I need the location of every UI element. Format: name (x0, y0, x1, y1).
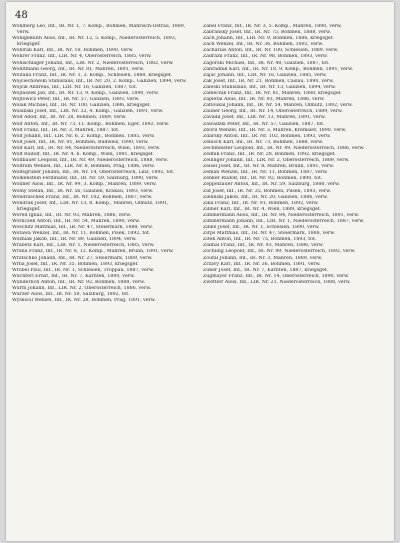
list-entry: Zapletal Alois, Inf., IR. Nr. 93, Mähren, 1886, verw. (203, 97, 325, 103)
list-entry: Zagorski Michael, Inf., IR. Nr. 40, Galizien, 1887, tot. (203, 60, 330, 66)
list-entry: Wolf Johann, Inf., LIR. Nr. 6, 2. Komp., Böhmen, 1885, verw. (12, 133, 155, 139)
list-entry: Zirps Matthias, Inf., IR. Nr. 47, Steiermark, 1888, verw. (203, 231, 336, 237)
list-entry: Zillner Karl, Inf., IR. Nr. 4, Wien, 1889, kriegsgef. (203, 206, 321, 212)
list-entry: Worell Ignaz, Inf., IR. Nr. 93, Mähren, 1886, verw. (12, 212, 132, 218)
list-entry: Zbořil Wenzel, Inf., IR. Nr. 3, Mähren, Kremsier, 1890, verw. (203, 127, 347, 133)
list-entry: Zawadzki Peter, Inf., IR. Nr. 57, Galizien, 1887, tot. (203, 121, 325, 127)
list-entry: Zechmeister Leopold, Inf., IR. Nr. 49, Niederösterreich, 1886, verw. (203, 145, 365, 151)
list-entry: Woschitz Matthias, Inf., IR. Nr. 47, Steiermark, 1888, verw. (12, 225, 153, 231)
list-entry: Wolkenstein Ferdinand, Inf., IR. Nr. 59, Salzburg, 1890, verw. (12, 176, 159, 182)
list-entry: Wolf Franz, Inf., IR. Nr. 3, Mähren, 1887, tot. (12, 127, 120, 133)
list-entry: Wollner Alois, Inf., IR. Nr. 99, 3. Komp., Mähren, 1889, verw. (12, 182, 157, 188)
list-entry: Zimmermann Alois, Inf., IR. Nr. 84, Niederösterreich, 1891, verw. (203, 212, 360, 218)
list-entry: Zuber Josef, Inf., IR. Nr. 7, Kärnten, 1887, kriegsgef. (203, 267, 328, 273)
list-entry: Zajac Johann, Inf., LIR. Nr. 16, Galizien, 1885, verw. (203, 72, 327, 78)
list-entry: Wolf Adolf, Inf., IR. Nr. 28, Böhmen, 1889, verw. (12, 115, 127, 121)
list-entry: Zinke Josef, Inf., IR. Nr. 1, Schlesien, 1890, verw. (203, 225, 320, 231)
list-entry: Zugmayer Franz, Inf., IR. Nr. 14, Oberösterreich, 1890, verw. (203, 273, 350, 279)
list-entry: Zlamal Franz, Inf., IR. Nr. 93, Mähren, 1886, verw. (203, 243, 324, 249)
right-column (203, 24, 384, 286)
list-entry: Zak Josef, Inf., IR. Nr. 21, Böhmen, Časlau, 1890, verw. (203, 78, 334, 84)
list-entry: Wondrak Josef, Inf., LIR. Nr. 13, 8. Komp., Mähren, Olmütz, 1891, kriegsgef. (12, 200, 169, 212)
list-entry: Worliczek Anton, Inf., IR. Nr. 54, Mähren, 1890, verw. (12, 219, 141, 224)
list-entry: Zatloukal Johann, Inf., IR. Nr. 54, Mähren, Olmütz, 1892, verw. (203, 103, 353, 109)
list-entry: Zabransky Josef, Inf., IR. Nr. 75, Böhmen, 1888, verw. (203, 30, 331, 36)
list-entry: Zebisch Karl, Inf., IR. Nr. 73, Böhmen, 1888, verw. (203, 139, 324, 145)
list-entry: Wohlgemuth Alois, Inf., IR. Nr. 12, 5. Komp., Niederösterreich, 1893, kriegsgef. (12, 36, 177, 48)
list-entry: Wohlschläger Johann, Inf., LIR. Nr. 2, Niederösterreich, 1882, verw. (12, 60, 174, 66)
list-entry: Zimmermann Johann, Inf., LIR. Nr. 1, Niederösterreich, 1887, verw. (203, 219, 365, 224)
list-entry: Zadrazil Franz, Inf., IR. Nr. 98, Böhmen, 1893, verw. (203, 54, 328, 60)
list-entry: Wozniak Jakob, Inf., IR. Nr. 89, Galizien, 1894, verw. (12, 237, 137, 243)
list-entry: Wohlrab Karl, Inf., IR. Nr. 10, Böhmen, 1890, verw. (12, 48, 134, 54)
list-entry: Wurzer Alois, Inf., IR. Nr. 59, Salzburg, 1892, tot. (12, 292, 130, 298)
list-entry: Zielinski Jakob, Inf., IR. Nr. 20, Galizien, 1886, verw. (203, 194, 328, 200)
list-entry: Wohlberg Leo, Inf., IR. Nr. 1, 7. Komp., Böhmen, Mährisch-Ostrau, 1889, verw. (12, 24, 186, 36)
list-entry: Wojtaszek Jan, Inf., IR. Nr. 13, 9. Komp., Galizien, 1890, verw. (12, 91, 160, 97)
list-entry: Zitek Anton, Inf., IR. Nr. 75, Böhmen, 1893, tot. (203, 237, 317, 243)
list-entry: Wolf Karl, Inf., IR. Nr. 84, Niederösterreich, Wien, 1893, verw. (12, 145, 161, 151)
list-entry: Wuchterl Ernst, Inf., IR. Nr. 7, Kärnten, 1890, verw. (12, 273, 135, 279)
list-entry: Zamecnik Franz, Inf., IR. Nr. 81, Mähren, 1888, kriegsgef. (203, 91, 342, 97)
list-entry: Zauner Georg, Inf., IR. Nr. 14, Oberösterreich, 1889, verw. (203, 109, 343, 115)
list-entry: Zeppelzauer Anton, Inf., IR. Nr. 59, Salzburg, 1888, verw. (203, 182, 340, 188)
page-number: 48 (15, 10, 28, 21)
list-entry: Zach Wenzel, Inf., IR. Nr. 36, Böhmen, 1892, verw. (203, 42, 324, 48)
list-entry: Zabel Franz, Inf., IR. Nr. 3, 5. Komp., Mähren, 1890, verw. (203, 24, 342, 29)
list-entry: Wolf Anton, Inf., IR. Nr. 73, 11. Komp., Böhmen, Eger, 1892, verw. (12, 121, 170, 127)
list-entry: Zdarsky Anton, Inf., IR. Nr. 102, Böhmen, 1893, verw. (203, 133, 331, 139)
list-entry: Wotawa Wenzel, Inf., IR. Nr. 11, Böhmen, Pisek, 1892, tot. (12, 231, 151, 237)
list-entry: Wolfram Wenzel, Inf., LIR. Nr. 8, Böhmen, Prag, 1886, verw. (12, 164, 155, 170)
list-entry: Wolf Rudolf, Inf., IR. Nr. 4, 6. Komp., Wien, 1891, kriegsgef. (12, 151, 155, 157)
list-entry: Wrabetz Karl, Inf., LIR. Nr. 1, Niederösterreich, 1885, verw. (12, 243, 155, 249)
list-entry: Wolfbauer Leopold, Inf., IR. Nr. 49, Niederösterreich, 1888, verw. (12, 158, 169, 164)
list-entry: Wolfsgruber Johann, Inf., IR. Nr. 14, Oberösterreich, Linz, 1892, tot. (12, 170, 175, 176)
list-entry: Wunderlich Anton, Inf., IR. Nr. 92, Böhmen, 1888, verw. (12, 279, 145, 285)
list-entry: Woitalla Franz, Inf., IR. Nr. 1, 3. Komp., Schlesien, 1888, kriegsgef. (12, 72, 172, 78)
list-entry: Zrzavy Karl, Inf., IR. Nr. 36, Böhmen, 1891, verw. (203, 261, 321, 267)
list-entry: Zika Franz, Inf., IR. Nr. 91, Böhmen, 1892, verw. (203, 200, 319, 206)
list-entry: Wrana Franz, Inf., IR. Nr. 8, 12. Komp., Mähren, Brünn, 1891, verw. (12, 249, 174, 255)
list-entry: Zid Josef, Inf., IR. Nr. 35, Böhmen, Pilsen, 1893, verw. (203, 188, 332, 194)
list-entry: Zednik Franz, Inf., IR. Nr. 28, Böhmen, 1892, kriegsgef. (203, 151, 336, 157)
list-entry: Zwettler Alois, Inf., LIR. Nr. 21, Niederösterreich, 1888, verw. (203, 279, 351, 285)
list-entry: Wolny Stefan, Inf., IR. Nr. 56, Galizien, Krakau, 1893, verw. (12, 188, 154, 194)
list-entry: Wojciechowski Stanislaus, Inf., IR. Nr. 20, 2. Komp., Galizien, 1894, verw. (12, 78, 187, 84)
list-entry: Wyskocil Wenzel, Inf., IR. Nr. 28, Böhmen, Prag, 1891, verw. (12, 298, 156, 304)
list-entry: Zeman Wenzel, Inf., IR. Nr. 11, Böhmen, 1887, verw. (203, 170, 328, 176)
list-entry: Zenker Rudolf, Inf., IR. Nr. 92, Böhmen, 1890, tot. (203, 176, 323, 182)
list-entry: Wojcik Andreas, Inf., LIR. Nr. 16, Galizien, 1887, tot. (12, 84, 138, 90)
list-entry: Wratschko Johann, Inf., IR. Nr. 27, Steiermark, 1889, verw. (12, 255, 153, 261)
list-entry: Wurm Johann, Inf., LIR. Nr. 2, Oberösterreich, 1886, verw. (12, 286, 152, 292)
list-entry: Zach Johann, Inf., LIR. Nr. 9, Böhmen, 1886, kriegsgef. (203, 36, 334, 42)
left-column (12, 24, 193, 304)
list-entry: Wolf Josef, Inf., IR. Nr. 91, Böhmen, Budweis, 1890, verw. (12, 139, 149, 145)
list-entry: Wrobel Paul, Inf., IR. Nr. 1, Schlesien, Troppau, 1887, verw. (12, 267, 155, 273)
list-entry: Wolanski Josef, Inf., LIR. Nr. 32, 4. Komp., Galizien, 1891, verw. (12, 109, 164, 115)
list-entry: Zöchling Leopold, Inf., IR. Nr. 99, Niederösterreich, 1892, verw. (203, 249, 356, 255)
list-entry: Zavadil Josef, Inf., LIR. Nr. 13, Mähren, 1891, verw. (203, 115, 326, 121)
list-entry: Zaleski Stanislaus, Inf., IR. Nr. 13, Galizien, 1894, verw. (203, 84, 336, 90)
list-entry: Wojtowicz Peter, Inf., IR. Nr. 57, Galizien, 1893, verw. (12, 97, 140, 103)
document-page (6, 2, 394, 541)
list-entry: Zeilinger Johann, Inf., LIR. Nr. 2, Oberösterreich, 1889, verw. (203, 158, 350, 164)
list-entry: Wondraschek Franz, Inf., IR. Nr. 102, Böhmen, 1887, verw. (12, 194, 153, 200)
list-entry: Zacharias Anton, Inf., IR. Nr. 100, Schlesien, 1889, verw. (203, 48, 339, 54)
list-entry: Wolak Michael, Inf., IR. Nr. 100, Galizien, 1886, kriegsgef. (12, 103, 151, 109)
list-entry: Zeisel Josef, Inf., IR. Nr. 8, Mähren, Brünn, 1891, verw. (203, 164, 335, 170)
list-entry: Wrba Josef, Inf., IR. Nr. 35, Böhmen, 1893, kriegsgef. (12, 261, 139, 267)
list-entry: Wöhrer Franz, Inf., LIR. Nr. 4, Oberösterreich, 1885, verw. (12, 54, 152, 60)
list-entry: Zahradnik Karl, Inf., IR. Nr. 18, 9. Komp., Böhmen, 1891, verw. (203, 66, 354, 72)
list-entry: Zoufal Johann, Inf., IR. Nr. 3, Mähren, 1889, verw. (203, 255, 323, 261)
list-entry: Wohltmann Georg, Inf., IR. Nr. 81, Mähren, 1891, verw. (12, 66, 145, 72)
